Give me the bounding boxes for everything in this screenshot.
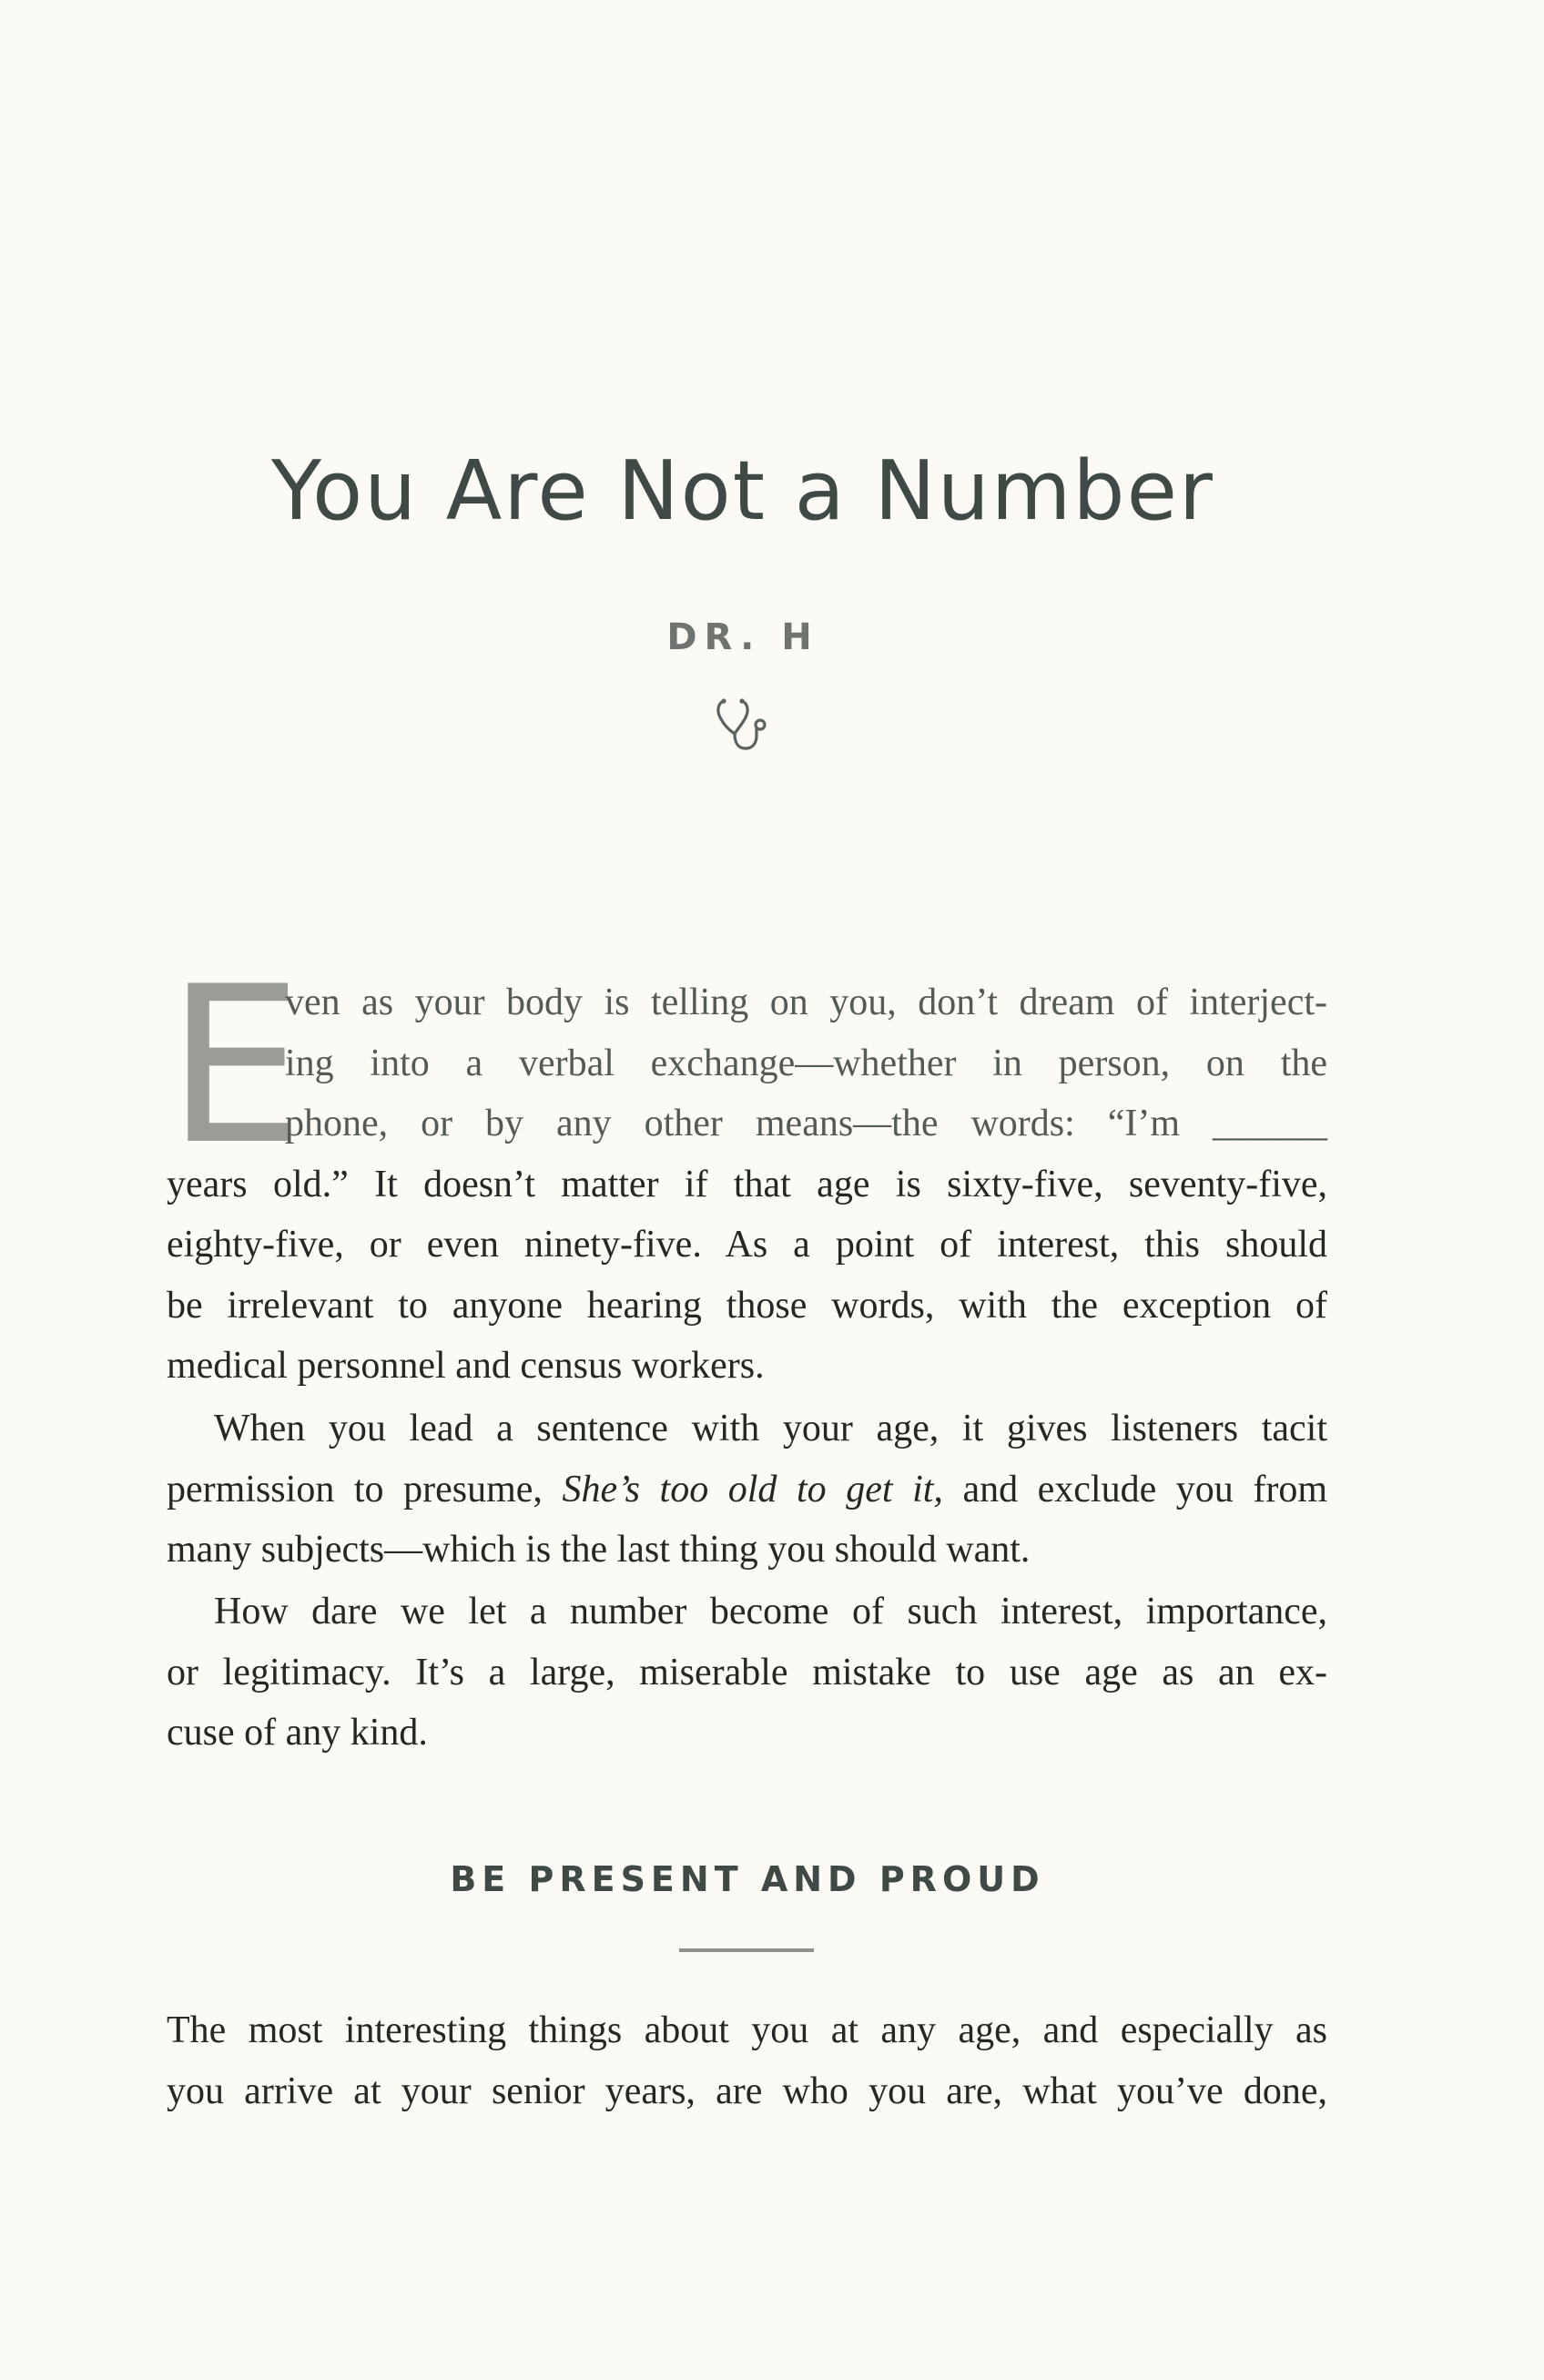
paragraph-line: ven as your body is telling on you, don’t dream of interject-: [285, 981, 1327, 1023]
paragraph-4: [167, 2000, 1327, 2121]
paragraph-text: and exclude you from: [942, 1468, 1327, 1510]
paragraph-line: or legitimacy. It’s a large, miserable mistake to use age as an ex-: [167, 1651, 1327, 1693]
paragraph-line: you arrive at your senior years, are who you are, what you’ve done,: [167, 2070, 1327, 2112]
chapter-author: DR. H: [666, 616, 819, 658]
paragraph-line: phone, or by any other means—the words: “I’m ______: [285, 1103, 1327, 1144]
section-heading: BE PRESENT AND PROUD: [450, 1859, 1045, 1899]
paragraph-line: years old.” It doesn’t matter if that age is sixty-five, seventy-five,: [167, 1163, 1327, 1205]
paragraph-line: eighty-five, or even ninety-five. As a point of interest, this should: [167, 1224, 1327, 1266]
paragraph-line: When you lead a sentence with your age, it gives listeners tacit: [214, 1408, 1327, 1449]
paragraph-line: How dare we let a number become of such interest, importance,: [214, 1591, 1327, 1632]
section-divider: [679, 1948, 814, 1952]
paragraph-text: permission to presume,: [167, 1468, 563, 1510]
paragraph-line: [167, 1460, 1327, 1521]
paragraph-line: The most interesting things about you at any age, and especially as: [167, 2009, 1327, 2051]
italic-quote: She’s too old to get it,: [562, 1468, 943, 1510]
paragraph-line: many subjects—which is the last thing you should want.: [167, 1529, 1031, 1571]
paragraph-line: ing into a verbal exchange—whether in person, on the: [285, 1042, 1327, 1084]
stethoscope-icon: [711, 692, 777, 758]
paragraph-line: be irrelevant to anyone hearing those words, with the exception of: [167, 1284, 1327, 1327]
paragraph-line: cuse of any kind.: [167, 1712, 428, 1754]
drop-cap: E: [167, 941, 304, 1193]
chapter-title: You Are Not a Number: [271, 443, 1214, 539]
paragraph-3: [167, 1582, 1327, 1764]
paragraph-line: medical personnel and census workers.: [167, 1345, 765, 1387]
paragraph-1: [167, 941, 1327, 1397]
paragraph-2: [167, 1399, 1327, 1581]
